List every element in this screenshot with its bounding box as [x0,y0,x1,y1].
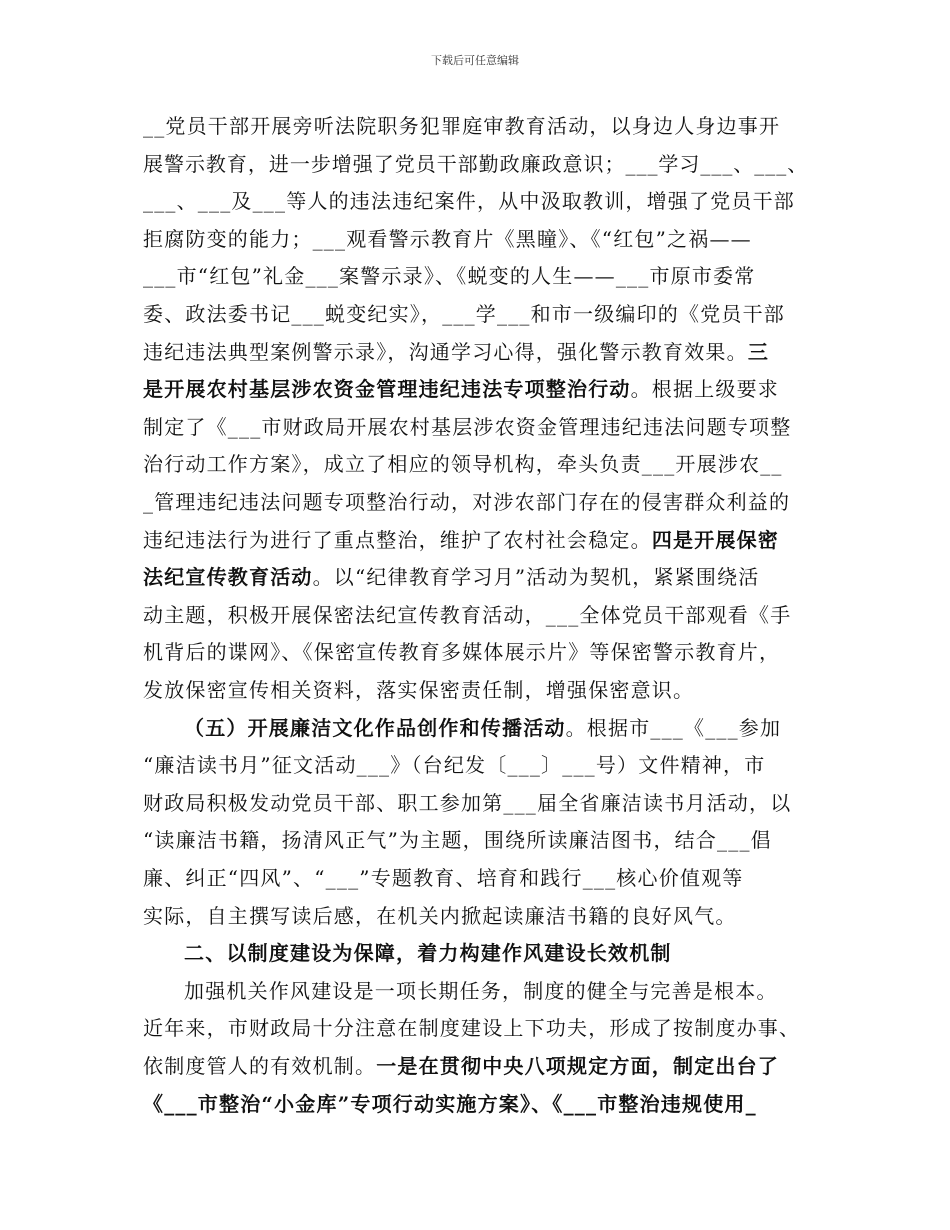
bold-text: 四是开展保密 [651,527,780,552]
text-line [184,941,672,966]
text-run: 制定了《___市财政局开展农村基层涉农资金管理违纪违法问题专项整 [143,414,792,439]
text-line [143,828,772,853]
page-header: 下载后可任意编辑 [431,54,519,67]
text-line [143,602,792,627]
text-run: 依制度管人的有效机制。 [143,1054,377,1078]
text-line [143,753,766,778]
text-run: _管理违纪违法问题专项整治行动，对涉农部门存在的侵害群众利益的 [143,490,791,514]
text-run: 违纪违法行为进行了重点整治，维护了农村社会稳定。 [143,527,652,552]
text-run: 财政局积极发动党员干部、职工参加第___届全省廉洁读书月活动，以 [143,790,792,815]
text-run: 展警示教育，进一步增强了党员干部勤政廉政意识；___学习___、___、 [143,151,809,176]
text-line [143,565,760,590]
text-line [143,790,792,815]
text-run: 。根据上级要求 [630,377,780,402]
text-run: 委、政法委书记___蜕变纪实》，___学___和市一级编印的《党员干部 [143,302,785,326]
text-run: __党员干部开展旁听法院职务犯罪庭审教育活动，以身边人身边事开 [143,114,781,138]
text-line [143,226,752,251]
text-run: 廉、纠正“四风”、“___”专题教育、培育和践行___核心价值观等 [143,866,744,890]
text-run: 。以“纪律教育学习月”活动为契机，紧紧围绕活 [312,565,760,590]
bold-text: （五）开展廉洁文化作品创作和传播活动 [184,715,566,740]
text-line [143,903,737,928]
text-line [143,1056,779,1076]
text-line [143,1016,801,1041]
text-run: ___、___及___等人的违法违纪案件，从中汲取教训，增强了党员干部 [143,189,795,214]
text-line [143,492,790,512]
text-line [184,715,782,740]
text-line [143,452,783,477]
text-line [184,978,778,1003]
bold-text: 法纪宣传教育活动 [143,565,313,590]
text-line [143,527,780,552]
bold-text: 是开展农村基层涉农资金管理违纪违法专项整治行动 [143,377,631,402]
bold-text: 一是在贯彻中央八项规定方面，制定出台了 [376,1054,780,1078]
text-run: 机背后的谍网》、《保密宣传教育多媒体展示片》等保密警示教育片， [143,640,781,665]
text-line [143,377,780,402]
text-line [143,640,781,665]
text-run: “廉洁读书月”征文活动___》（台纪发〔___〕___号）文件精神，市 [143,753,766,778]
text-line [143,1091,757,1116]
bold-text: 《___市整治“小金库”专项行动实施方案》、《___市整治违规使用_ [143,1091,757,1116]
text-run: 治行动工作方案》，成立了相应的领导机构，牵头负责___开展涉农__ [143,452,783,477]
text-run: 加强机关作风建设是一项长期任务，制度的健全与完善是根本。 [184,978,778,1003]
text-run: 拒腐防变的能力；___观看警示教育片《黑瞳》、《“红包”之祸—— [143,226,752,251]
text-run: ___市“红包”礼金___案警示录》、《蜕变的人生——___市原市委常 [143,264,756,289]
text-line [143,339,770,364]
text-run: 违纪违法典型案例警示录》，沟通学习心得，强化警示教育效果。 [143,339,748,364]
bold-text: 三 [747,339,770,364]
text-run: “读廉洁书籍，扬清风正气”为主题，围绕所读廉洁图书，结合___倡 [143,828,772,853]
text-line [143,868,744,888]
text-run: 实际，自主撰写读后感，在机关内掀起读廉洁书籍的良好风气。 [143,903,737,928]
text-line [143,189,795,214]
text-line [143,304,785,324]
text-run: 。根据市___《___参加 [565,715,782,740]
text-line [143,151,809,176]
text-line [143,264,756,289]
text-line [143,680,694,700]
text-run: 动主题，积极开展保密法纪宣传教育活动，___全体党员干部观看《手 [143,602,792,627]
text-run: 发放保密宣传相关资料，落实保密责任制，增强保密意识。 [143,678,695,702]
bold-text: 二、以制度建设为保障，着力构建作风建设长效机制 [184,941,672,966]
text-line [143,116,780,136]
text-run: 近年来，市财政局十分注意在制度建设上下功夫，形成了按制度办事、 [143,1016,801,1041]
text-line [143,414,792,439]
